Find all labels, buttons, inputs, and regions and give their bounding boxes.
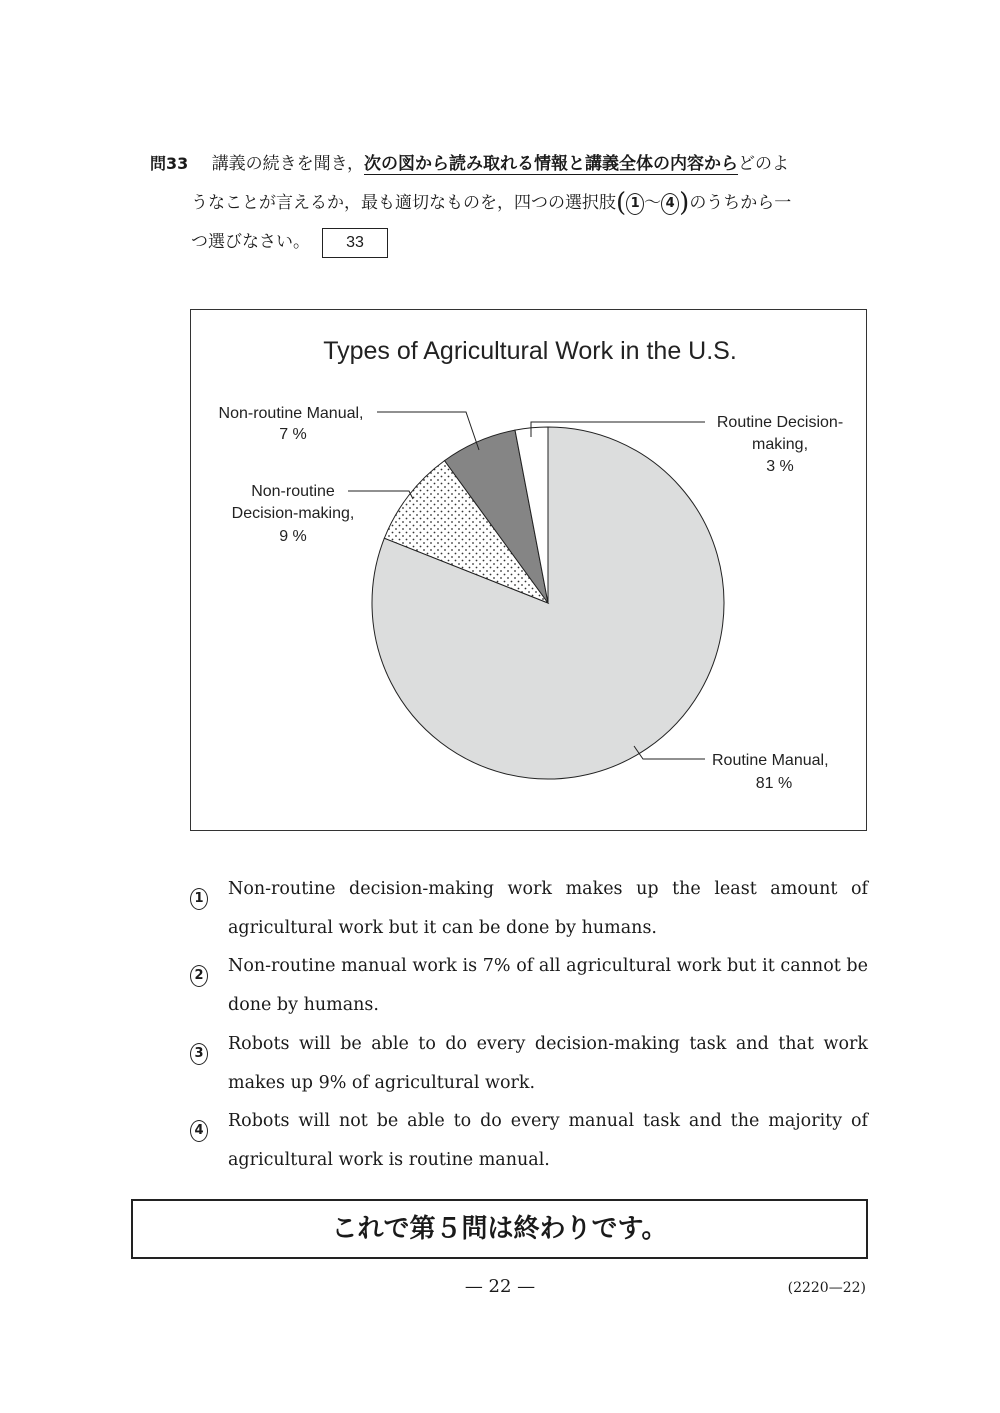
slice-label: making, — [751, 436, 809, 453]
choice-1-marker: 1 — [626, 193, 644, 215]
pie-chart-frame — [190, 309, 867, 831]
answer-box[interactable]: 33 — [322, 228, 388, 258]
pie-slices — [372, 427, 724, 779]
slice-label: Routine Decision- — [716, 414, 844, 431]
pie-chart — [191, 310, 868, 832]
leader-line — [377, 412, 479, 450]
question-text-1a: 講義の続きを聞き， — [211, 154, 365, 174]
choice-text: Robots will be able to do every decision-making task and that work makes up 9% of agricultural work. — [228, 1034, 868, 1093]
choice-text: Non-routine decision-making work makes up the least amount of agricultural work but it can be done by humans. — [228, 879, 868, 938]
page-code: (2220—22) — [787, 1280, 866, 1296]
tilde: ～ — [644, 193, 662, 213]
leader-line — [348, 491, 413, 499]
end-banner: これで第５問は終わりです。 — [131, 1199, 868, 1259]
choice-text: Non-routine manual work is 7% of all agricultural work but it cannot be done by humans. — [228, 956, 868, 1015]
slice-value: 81 % — [755, 775, 793, 792]
slice-value: 7 % — [279, 426, 307, 443]
question-text-underlined: 次の図から読み取れる情報と講義全体の内容から — [364, 154, 739, 174]
question-line-1 — [150, 145, 789, 183]
slice-value: 3 % — [766, 458, 794, 475]
slice-label: Decision-making, — [231, 505, 355, 522]
choice-number: 2 — [190, 965, 208, 987]
choice-number: 4 — [190, 1120, 208, 1142]
page-number: — 22 — — [464, 1276, 536, 1297]
question-text-3: つ選びなさい。 — [191, 232, 310, 252]
question-line-2: うなことが言えるか，最も適切なものを，四つの選択肢( 1 ～ 4 )のうちから一 — [191, 188, 792, 218]
label-routine-manual — [634, 746, 829, 792]
question-line-3 — [191, 223, 388, 261]
choice-4-marker: 4 — [661, 193, 679, 215]
slice-label: Non-routine — [251, 483, 335, 500]
slice-label: Routine Manual, — [712, 752, 829, 769]
question-text-2a: うなことが言えるか，最も適切なものを，四つの選択肢 — [191, 193, 616, 213]
choice-text: Robots will not be able to do every manual task and the majority of agricultural work is routine manual. — [228, 1111, 868, 1170]
choice-number: 1 — [190, 888, 208, 910]
choice-number: 3 — [190, 1043, 208, 1065]
slice-label: Non-routine Manual, — [218, 405, 364, 422]
chart-title: Types of Agricultural Work in the U.S. — [323, 337, 737, 365]
question-text-1b: どのよ — [738, 154, 790, 174]
question-number: 問33 — [150, 154, 189, 173]
slice-value: 9 % — [279, 528, 307, 545]
question-text-2b: のうちから一 — [689, 193, 792, 213]
label-nonroutine-manual — [219, 405, 479, 450]
